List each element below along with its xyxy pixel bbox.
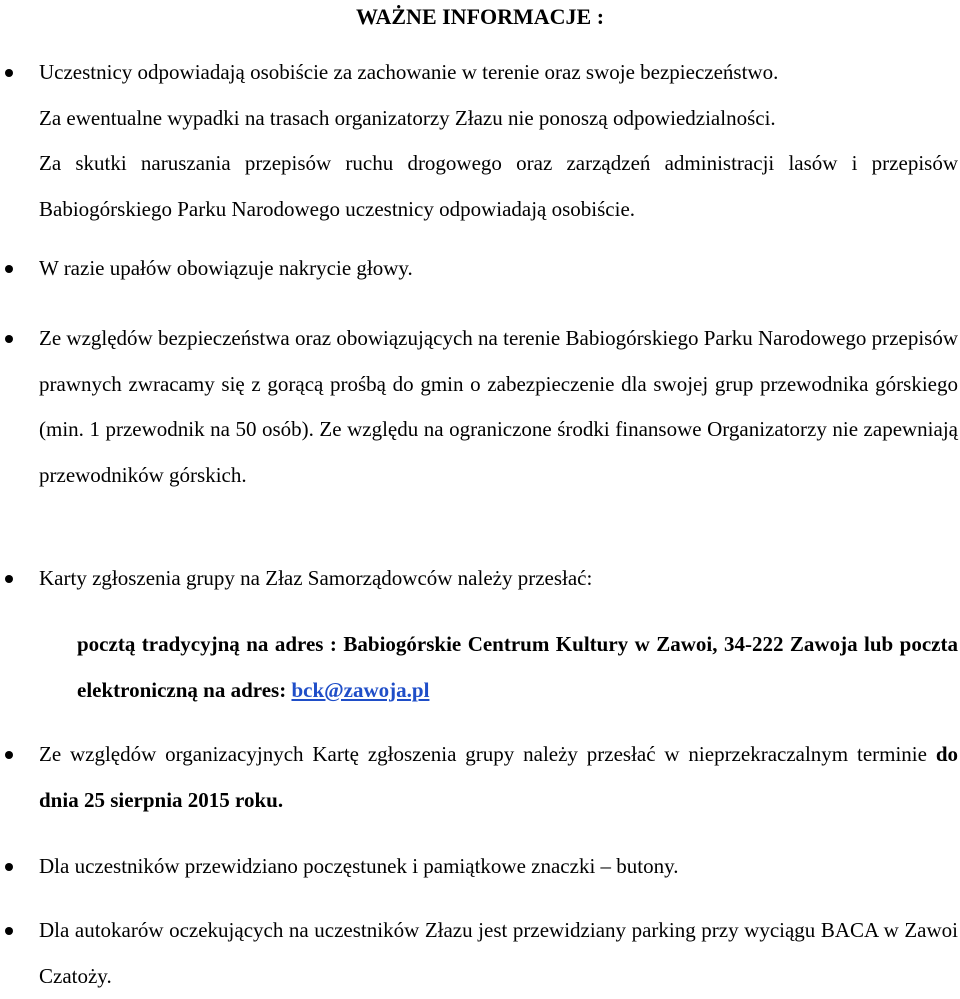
info-text-parking: Dla autokarów oczekujących na uczestników Złazu jest przewidziany parking przy wyciągu BACA w Zawoi Czatoży. — [39, 918, 958, 988]
responsibility-line-1: Uczestnicy odpowiadają osobiście za zachowanie w terenie oraz swoje bezpieczeństwo. — [39, 60, 779, 84]
registration-address-text: pocztą tradycyjną na adres : Babiogórskie Centrum Kultury w Zawoi, 34-222 Zawoja lub poczta elektroniczną na adres: — [77, 632, 958, 702]
document-title: WAŻNE INFORMACJE : — [355, 4, 605, 29]
bullet-icon — [5, 575, 13, 583]
deadline-text: Ze względów organizacyjnych Kartę zgłoszenia grupy należy przesłać w nieprzekraczalnym terminie — [39, 742, 936, 766]
responsibility-line-3: Za skutki naruszania przepisów ruchu drogowego oraz zarządzeń administracji lasów i przepisów Babiogórskiego Parku Narodowego uczestnicy odpowiadają osobiście. — [39, 151, 958, 221]
bullet-icon — [5, 69, 13, 77]
email-link[interactable]: bck@zawoja.pl — [291, 677, 430, 702]
bullet-icon — [5, 863, 13, 871]
info-text-deadline — [39, 732, 958, 823]
info-text-headwear: W razie upałów obowiązuje nakrycie głowy. — [39, 256, 413, 280]
deadline-date: do dnia 25 sierpnia 2015 roku. — [39, 742, 958, 812]
bullet-icon — [5, 265, 13, 273]
info-text-registration: Karty zgłoszenia grupy na Złaz Samorządowców należy przesłać: — [39, 566, 593, 590]
info-text-guides: Ze względów bezpieczeństwa oraz obowiązujących na terenie Babiogórskiego Parku Narodowego przepisów prawnych zwracamy się z gorącą prośbą do gmin o zabezpieczenie dla swojej grup przewodnika górskiego (min. 1 przewodnik na 50 osób). Ze względu na ograniczone środki finansowe Organizatorzy nie zapewniają przewodników górskich. — [39, 326, 958, 487]
registration-address — [77, 622, 958, 713]
bullet-icon — [5, 335, 13, 343]
info-text-refreshments: Dla uczestników przewidziano poczęstunek i pamiątkowe znaczki – butony. — [39, 854, 679, 878]
bullet-icon — [5, 927, 13, 935]
bullet-icon — [5, 751, 13, 759]
responsibility-line-2: Za ewentualne wypadki na trasach organizatorzy Złazu nie ponoszą odpowiedzialności. — [39, 105, 776, 130]
info-text-responsibility — [39, 50, 958, 232]
